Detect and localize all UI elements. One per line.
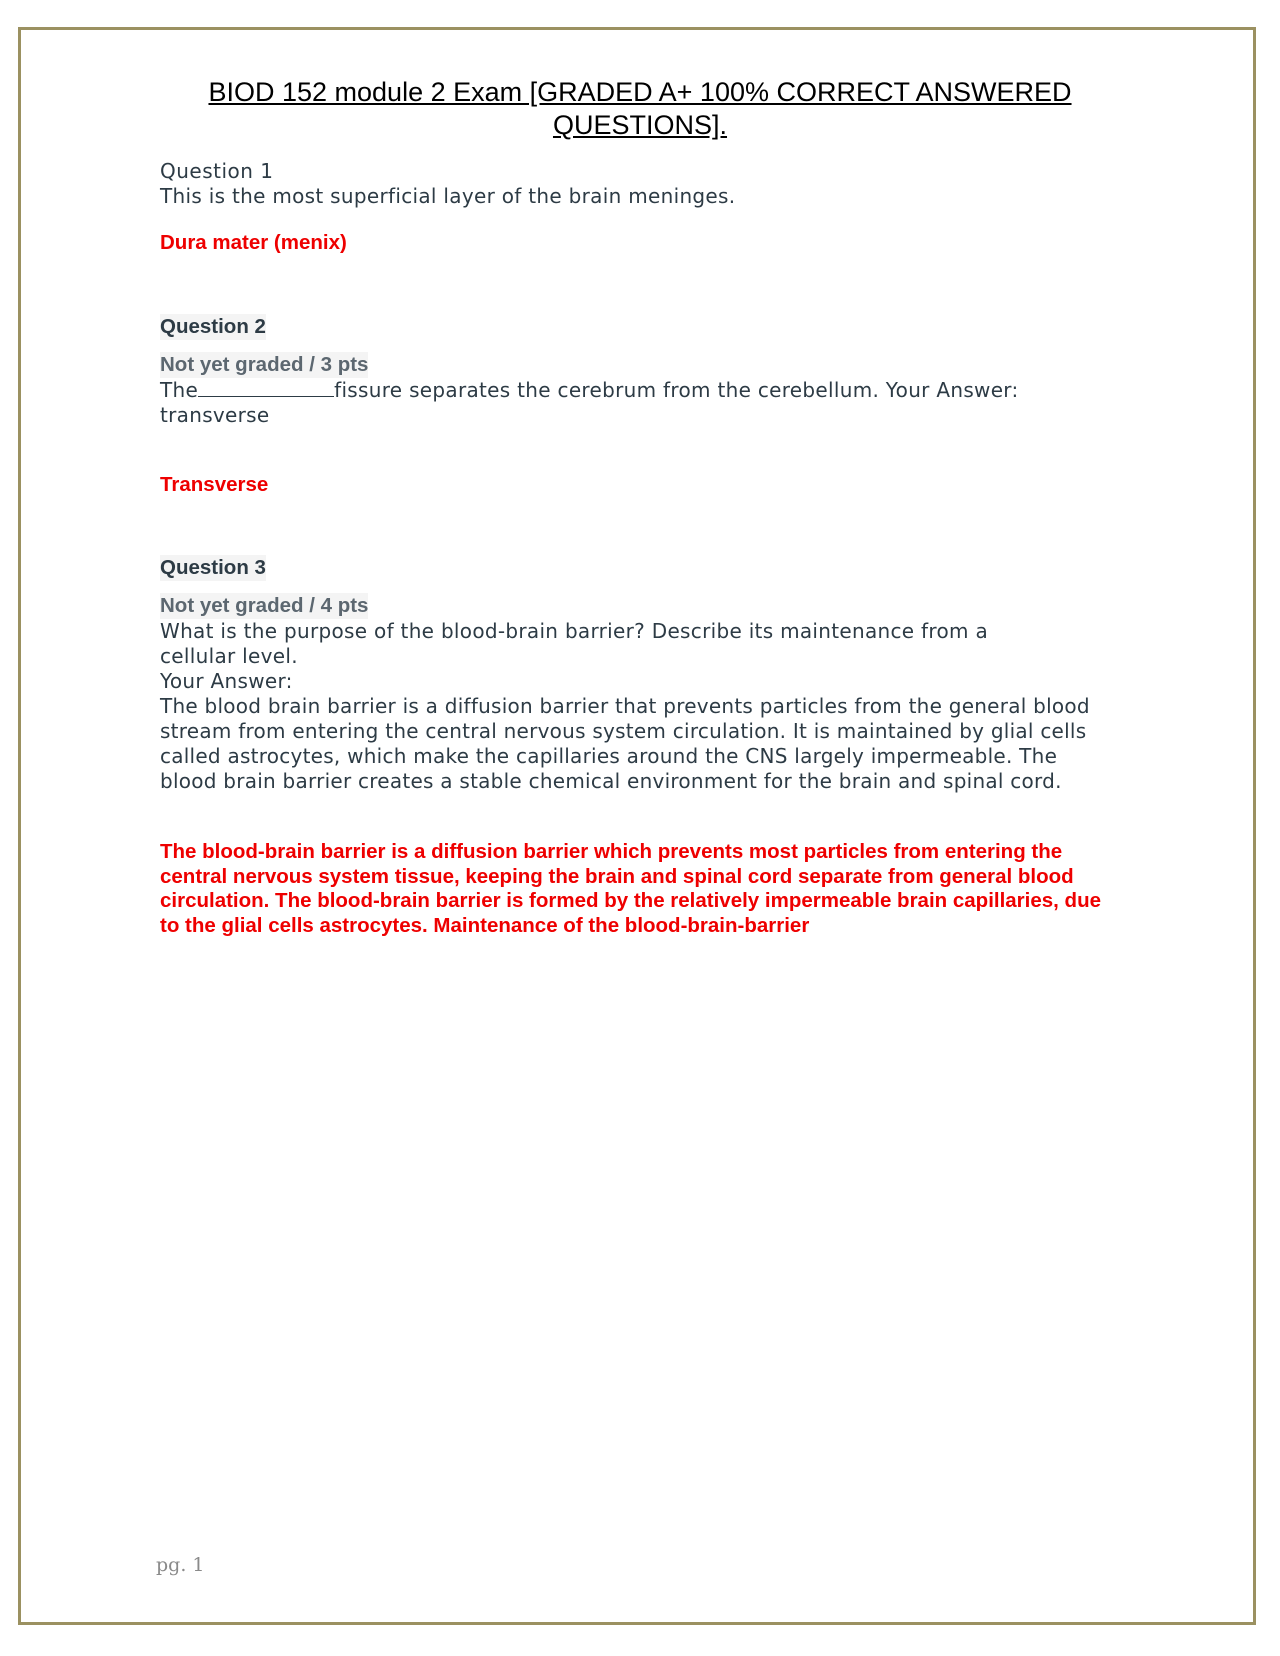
question-1 [160, 159, 1120, 256]
question-2 [160, 314, 1120, 498]
question-2-your-answer: transverse [160, 402, 270, 427]
question-2-prompt-end: fissure separates the cerebrum from the cerebellum. Your Answer: [334, 377, 1019, 402]
question-1-label: Question 1 [160, 159, 274, 183]
question-3-label: Question 3 [160, 556, 266, 579]
question-3-grade: Not yet graded / 4 pts [160, 594, 369, 617]
question-2-grade: Not yet graded / 3 pts [160, 352, 369, 376]
question-2-correct-answer: Transverse [160, 472, 269, 496]
question-2-prompt-start: The [160, 377, 199, 402]
question-2-blank [198, 378, 334, 397]
question-1-correct-answer: Dura mater (menix) [160, 231, 347, 254]
question-3-your-answer-label: Your Answer: [160, 669, 293, 693]
question-2-label: Question 2 [160, 314, 266, 338]
question-3-your-answer: The blood brain barrier is a diffusion barrier that prevents particles from the general blood stream from entering the central nervous system circulation. It is maintained by glial cells called astrocytes, which make the capillaries around the CNS largely impermeable. The blood brain barrier creates a stable chemical environment for the brain and spinal cord. [160, 694, 1090, 793]
question-3-prompt: What is the purpose of the blood-brain barrier? Describe its maintenance from a cellular level. [160, 619, 989, 668]
document-body [160, 76, 1120, 938]
document-title: BIOD 152 module 2 Exam [GRADED A+ 100% CORRECT ANSWERED QUESTIONS]. [208, 77, 1072, 140]
question-1-prompt: This is the most superficial layer of the brain meninges. [160, 184, 736, 208]
question-3-correct-answer: The blood-brain barrier is a diffusion barrier which prevents most particles from entering the central nervous system tissue, keeping the brain and spinal cord separate from general blood circulation. The blood-brain barrier is formed by the relatively impermeable brain capillaries, due to the glial cells astrocytes. Maintenance of the blood-brain-barrier [160, 840, 1101, 937]
page-number: pg. 1 [156, 1554, 205, 1576]
question-2-prompt [160, 378, 1120, 403]
question-3 [160, 555, 1120, 938]
